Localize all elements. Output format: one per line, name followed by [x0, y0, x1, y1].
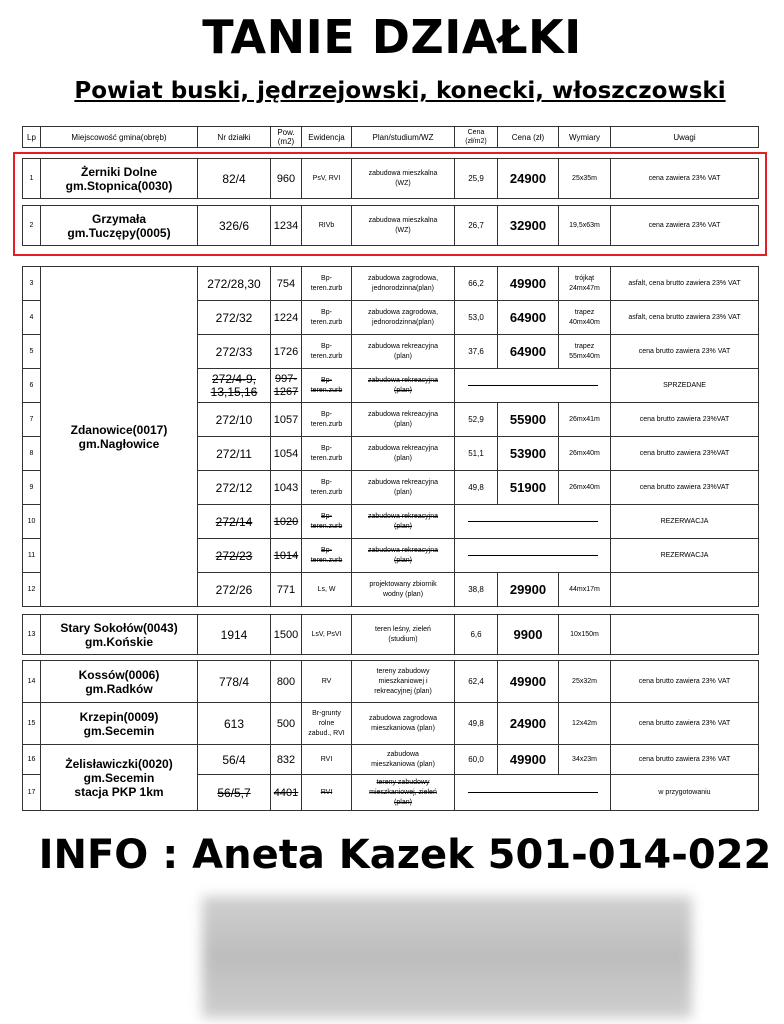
listing-table-sokolow	[22, 614, 759, 655]
table-row: 1 Żerniki Dolne gm.Stopnica(0030) 82/4 960 PsV, RVI zabudowa mieszkalna (WZ) 25,9 24900 25x35m cena zawiera 23% VAT	[23, 159, 759, 199]
table-row: 3 Zdanowice(0017) gm.Nagłowice 272/28,30 754 Bp- teren.zurb zabudowa zagrodowa, jednorodzinna(plan) 66,2 49900 trójkąt 24mx47m asfalt, cena brutto zawiera 23% VAT	[23, 267, 759, 301]
col-lp: Lp	[23, 127, 41, 148]
highlight-box	[13, 152, 767, 256]
table-row: 16 Żelisławiczki(0020) gm.Secemin stacja PKP 1km 56/4 832 RVI zabudowa mieszkaniowa (plan) 60,0 49900 34x23m cena brutto zawiera 23% VAT	[23, 745, 759, 775]
blurred-area	[202, 896, 692, 1018]
col-plan: Plan/studium/WZ	[352, 127, 455, 148]
strike-line	[468, 385, 598, 386]
locality-zdanowice: Zdanowice(0017) gm.Nagłowice	[41, 267, 198, 607]
table-row: 4 272/32 1224 Bp- teren.zurb zabudowa zagrodowa, jednorodzinna(plan) 53,0 64900 trapez 40mx40m asfalt, cena brutto zawiera 23% VAT	[23, 301, 759, 335]
col-notes: Uwagi	[611, 127, 759, 148]
page-title: TANIE DZIAŁKI	[202, 10, 582, 64]
col-dims: Wymiary	[559, 127, 611, 148]
strike-line	[468, 555, 598, 556]
table-row: 10 272/14 1020 Bp- teren.zurb zabudowa rekreacyjna (plan) REZERWACJA	[23, 505, 759, 539]
table-row: 17 56/5,7 4401 RVI tereny zabudowy mieszkaniowej, zieleń (plan) w przygotowaniu	[23, 775, 759, 811]
col-locality: Miejscowość gmina(obręb)	[41, 127, 198, 148]
listing-table-bottom	[22, 660, 759, 811]
table-row: 2 Grzymała gm.Tuczępy(0005) 326/6 1234 RIVb zabudowa mieszkalna (WZ) 26,7 32900 19,5x63m cena zawiera 23% VAT	[23, 206, 759, 246]
table-row: 13 Stary Sokołów(0043) gm.Końskie 1914 1500 LsV, PsVI teren leśny, zieleń (studium) 6,6 9900 10x150m	[23, 615, 759, 655]
table-row: 6 272/4-9, 13,15,16 997- 1267 Bp- teren.zurb zabudowa rekreacyjna (plan) SPRZEDANE	[23, 369, 759, 403]
table-row: 9 272/12 1043 Bp- teren.zurb zabudowa rekreacyjna (plan) 49,8 51900 26mx40m cena brutto zawiera 23%VAT	[23, 471, 759, 505]
col-price-m2: Cena (zł/m2)	[455, 127, 498, 148]
strike-line	[468, 792, 598, 793]
col-price: Cena (zł)	[498, 127, 559, 148]
col-area: Pow. (m2)	[271, 127, 302, 148]
table-row: 5 272/33 1726 Bp- teren.zurb zabudowa rekreacyjna (plan) 37,6 64900 trapez 55mx40m cena brutto zawiera 23% VAT	[23, 335, 759, 369]
table-row: 14 Kossów(0006) gm.Radków 778/4 800 RV tereny zabudowy mieszkaniowej i rekreacyjnej (plan) 62,4 49900 25x32m cena brutto zawiera 23% VAT	[23, 661, 759, 703]
page-subtitle: Powiat buski, jędrzejowski, konecki, włoszczowski	[74, 78, 726, 104]
table-row: 15 Krzepin(0009) gm.Secemin 613 500 Br-grunty rolne zabud., RVI zabudowa zagrodowa mieszkaniowa (plan) 49,8 24900 12x42m cena brutto zawiera 23% VAT	[23, 703, 759, 745]
col-records: Ewidencja	[302, 127, 352, 148]
table-row: 11 272/23 1014 Bp- teren.zurb zabudowa rekreacyjna (plan) REZERWACJA	[23, 539, 759, 573]
strike-line	[468, 521, 598, 522]
listing-table-zdanowice	[22, 266, 759, 607]
col-parcel: Nr działki	[198, 127, 271, 148]
table-row: 8 272/11 1054 Bp- teren.zurb zabudowa rekreacyjna (plan) 51,1 53900 26mx40m cena brutto zawiera 23%VAT	[23, 437, 759, 471]
table-row: 12 272/26 771 Ls, W projektowany zbiornik wodny (plan) 38,8 29900 44mx17m	[23, 573, 759, 607]
table-row: 7 272/10 1057 Bp- teren.zurb zabudowa rekreacyjna (plan) 52,9 55900 26mx41m cena brutto zawiera 23%VAT	[23, 403, 759, 437]
table-header	[23, 127, 759, 148]
contact-info: INFO : Aneta Kazek 501-014-022	[38, 832, 772, 878]
